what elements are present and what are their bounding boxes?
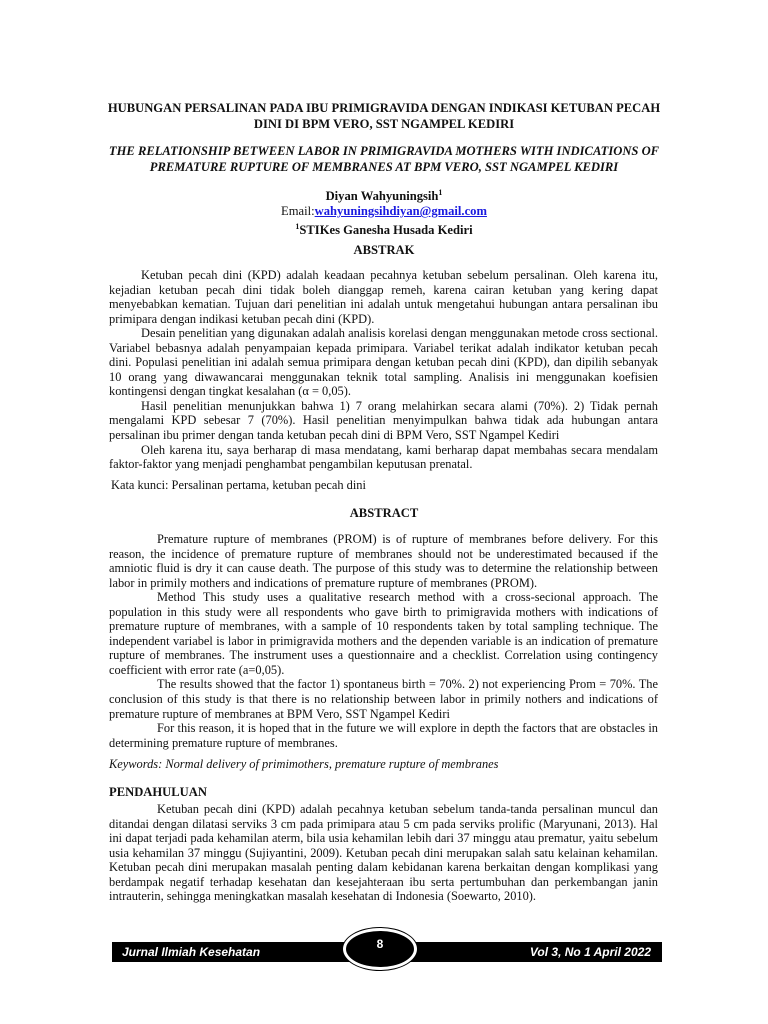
page-number: 8 [376, 937, 384, 951]
email-label: Email: [281, 204, 315, 219]
abstrak-paragraph: Oleh karena itu, saya berharap di masa mendatang, kami berharap dapat membahas secara mendalam faktor-faktor yang menjadi penghambat pengambilan keputusan prenatal. [109, 442, 658, 472]
section-heading-pendahuluan: PENDAHULUAN [109, 785, 207, 799]
pendahuluan-body [109, 802, 658, 904]
abstract-keywords [109, 757, 658, 772]
abstrak-body [109, 268, 658, 472]
abstract-paragraph: Method This study uses a qualitative research method with a cross-secional approach. The population in this study were all respondents who gave birth to primigravida mothers with indications of premature rupture of membranes, with a sample of 10 respondents taken by total sampling technique. The independent variabel is labor in primigravida mothers and the dependen variable is an indication of premature rupture of membranes. The instrument uses a questionnaire and a checklist. Correlation using contingency coefficient with error rate (a=0,05). [109, 590, 658, 677]
abstract-body [109, 532, 658, 750]
abstract-paragraph: The results showed that the factor 1) spontaneus birth = 70%. 2) not experiencing Prom = 70%. The conclusion of this study is that there is no relationship between labor in primily nothers and indications of premature rupture of membranes at BPM Vero, SST Ngampel Kediri [109, 677, 658, 721]
institution-name: STIKes Ganesha Husada Kediri [299, 223, 473, 238]
keywords-text: Normal delivery of primimothers, premature rupture of membranes [165, 757, 499, 771]
institution-sup: 1 [295, 222, 300, 232]
abstrak-paragraph: Desain penelitian yang digunakan adalah analisis korelasi dengan menggunakan metode cross sectional. Variabel bebasnya adalah penyampaian kepada primipara. Variabel terikat adalah indikator ketuban pecah dini. Populasi penelitian ini adalah semua primipara dengan ketuban pecah dini (KPD), dan dipilih sebanyak 10 orang yang diwawancarai menggunakan teknik total sampling. Analisis ini menggunakan koefisien kontingensi dengan tingkat kesalahan (α = 0,05). [109, 326, 658, 399]
abstrak-paragraph: Hasil penelitian menunjukkan bahwa 1) 7 orang melahirkan secara alami (70%). 2) Tidak pernah mengalami KPD sebesar 7 (70%). Hasil penelitian menyimpulkan bahwa tidak ada hubungan antara persalinan ibu primer dengan tanda ketuban pecah dini di BPM Vero, SST Ngampel Kediri [109, 398, 658, 443]
abstrak-paragraph: Ketuban pecah dini (KPD) adalah keadaan pecahnya ketuban sebelum persalinan. Oleh karena itu, kejadian ketuban pecah dini tidak boleh dianggap remeh, karena cairan ketuban yang kering dapat menyebabkan kematian. Tujuan dari penelitian ini adalah untuk mengetahui hubungan antara persalinan ibu primipara dengan indikasi ketuban pecah dini (KPD). [109, 268, 658, 326]
author-name: Diyan Wahyuningsih [325, 189, 439, 204]
abstrak-heading: ABSTRAK [353, 243, 415, 257]
abstract-paragraph: Premature rupture of membranes (PROM) is of rupture of membranes before delivery. For this reason, the incidence of premature rupture of membranes should not be underestimated becaused if the amniotic fluid is dry it can cause death. The purpose of this study was to determine the relationship between labor in primily mothers and indications of premature rupture of membranes (PROM). [109, 532, 658, 590]
footer-journal-name: Jurnal Ilmiah Kesehatan [122, 945, 261, 959]
abstract-heading: ABSTRACT [349, 506, 419, 520]
author-block [100, 185, 668, 238]
abstrak-keywords: Kata kunci: Persalinan pertama, ketuban pecah dini [111, 478, 366, 492]
abstract-paragraph: For this reason, it is hoped that in the future we will explore in depth the factors that are obstacles in determining premature rupture of membranes. [109, 721, 658, 750]
paper-title-english: THE RELATIONSHIP BETWEEN LABOR IN PRIMIGRAVIDA MOTHERS WITH INDICATIONS OF PREMATURE RUPTURE OF MEMBRANES AT BPM VERO, SST NGAMPEL KEDIRI [108, 144, 660, 174]
email-link[interactable]: wahyuningsihdiyan@gmail.com [314, 204, 487, 219]
keywords-label: Keywords: [109, 757, 163, 771]
footer-volume: Vol 3, No 1 April 2022 [529, 945, 651, 959]
pendahuluan-paragraph: Ketuban pecah dini (KPD) adalah pecahnya ketuban sebelum tanda-tanda persalinan muncul dan ditandai dengan dilatasi serviks 3 cm pada primipara atau 5 cm pada serviks prolific (Maryunani, 2013). Hal ini dapat terjadi pada kehamilan aterm, bila usia kehamilan lebih dari 37 minggu atau prematur, yaitu sebelum usia kehamilan 37 minggu (Sujiyantini, 2009). Ketuban pecah dini merupakan salah satu kelainan kehamilan. Ketuban pecah dini merupakan masalah penting dalam kebidanan karena berkaitan dengan komplikasi yang berdampak negatif terhadap kesehatan dan kesejahteraan ibu serta pertumbuhan dan perkembangan janin intrauterin, sehingga meningkatkan masalah kesehatan di Indonesia (Soewarto, 2010). [109, 802, 658, 904]
paper-title-indonesian: HUBUNGAN PERSALINAN PADA IBU PRIMIGRAVIDA DENGAN INDIKASI KETUBAN PECAH DINI DI BPM VERO, SST NGAMPEL KEDIRI [107, 101, 661, 131]
author-sup: 1 [438, 188, 443, 197]
